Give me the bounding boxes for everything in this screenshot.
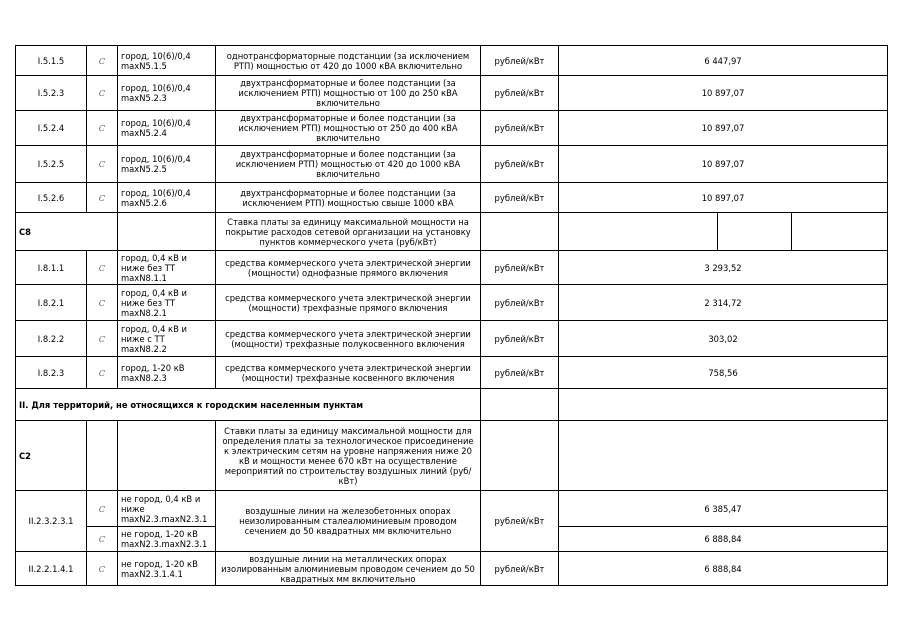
row-condition: город, 10(6)/0,4 maxN5.2.5 [118, 146, 216, 183]
row-value: 10 897,07 [559, 146, 888, 183]
region-title: II. Для территорий, не относящихся к городским населенным пунктам [16, 389, 481, 421]
row-value: 10 897,07 [559, 111, 888, 146]
row-unit: рублей/кВт [481, 111, 559, 146]
row-description: воздушные линии на металлических опорах изолированным алюминиевым проводом сечением до 50 квадратных мм включительно [216, 552, 481, 586]
row-description: двухтрансформаторные и более подстанции (за исключением РТП) мощностью от 420 до 1000 кВА включительно [216, 146, 481, 183]
section-row-c8 [16, 213, 888, 251]
table-row [16, 357, 888, 389]
row-value: 6 888,84 [559, 527, 888, 552]
section-label: С8 [16, 213, 118, 251]
row-code: II.2.2.1.4.1 [16, 552, 87, 586]
table-row [16, 183, 888, 213]
row-code: I.8.2.1 [16, 285, 87, 321]
row-unit: рублей/кВт [481, 552, 559, 586]
row-mark: C [87, 183, 118, 213]
row-code: I.5.2.4 [16, 111, 87, 146]
row-condition: город, 10(6)/0,4 maxN5.2.4 [118, 111, 216, 146]
row-code: I.8.2.3 [16, 357, 87, 389]
row-mark: C [87, 552, 118, 586]
row-mark: C [87, 146, 118, 183]
region-row [16, 389, 888, 421]
row-unit: рублей/кВт [481, 146, 559, 183]
row-value: 10 897,07 [559, 183, 888, 213]
row-description: средства коммерческого учета электрической энергии (мощности) трехфазные полукосвенного включения [216, 321, 481, 357]
row-value: 2 314,72 [559, 285, 888, 321]
row-mark: C [87, 321, 118, 357]
row-code: I.5.2.5 [16, 146, 87, 183]
row-mark: C [87, 46, 118, 76]
tariff-table [15, 45, 888, 586]
row-unit: рублей/кВт [481, 491, 559, 552]
row-value: 10 897,07 [559, 76, 888, 111]
row-code: I.5.2.3 [16, 76, 87, 111]
row-mark: C [87, 251, 118, 285]
row-value: 303,02 [559, 321, 888, 357]
row-value: 6 447,97 [559, 46, 888, 76]
row-mark: C [87, 111, 118, 146]
table-row [16, 111, 888, 146]
row-condition: город, 10(6)/0,4 maxN5.2.3 [118, 76, 216, 111]
section-label: С2 [16, 421, 87, 491]
table-row [16, 285, 888, 321]
row-condition: не город, 1-20 кВ maxN2.3.1.4.1 [118, 552, 216, 586]
row-unit: рублей/кВт [481, 76, 559, 111]
row-condition: город, 10(6)/0,4 maxN5.1.5 [118, 46, 216, 76]
row-description: однотрансформаторные подстанции (за исключением РТП) мощностью от 420 до 1000 кВА включительно [216, 46, 481, 76]
row-unit: рублей/кВт [481, 285, 559, 321]
table-row [16, 552, 888, 586]
row-description: средства коммерческого учета электрической энергии (мощности) однофазные прямого включения [216, 251, 481, 285]
row-mark: C [87, 527, 118, 552]
row-code: I.5.2.6 [16, 183, 87, 213]
row-description: средства коммерческого учета электрической энергии (мощности) трехфазные прямого включения [216, 285, 481, 321]
row-value: 6 888,84 [559, 552, 888, 586]
row-mark: C [87, 285, 118, 321]
row-description: двухтрансформаторные и более подстанции (за исключением РТП) мощностью от 100 до 250 кВА включительно [216, 76, 481, 111]
row-description: средства коммерческого учета электрической энергии (мощности) трехфазные косвенного включения [216, 357, 481, 389]
row-condition: не город, 0,4 кВ и ниже maxN2.3.maxN2.3.1 [118, 491, 216, 527]
section-description: Ставка платы за единицу максимальной мощности на покрытие расходов сетевой организации на установку пунктов коммерческого учета (руб/кВт) [216, 213, 481, 251]
row-mark: C [87, 357, 118, 389]
row-unit: рублей/кВт [481, 321, 559, 357]
section-row-c2 [16, 421, 888, 491]
row-unit: рублей/кВт [481, 183, 559, 213]
row-code: I.8.1.1 [16, 251, 87, 285]
row-condition: город, 0,4 кВ и ниже с ТТ maxN8.2.2 [118, 321, 216, 357]
row-mark: C [87, 76, 118, 111]
row-value: 758,56 [559, 357, 888, 389]
row-description: воздушные линии на железобетонных опорах неизолированным сталеалюминиевым проводом сечением до 50 квадратных мм включительно [216, 491, 481, 552]
row-condition: город, 1-20 кВ maxN8.2.3 [118, 357, 216, 389]
row-unit: рублей/кВт [481, 357, 559, 389]
table-row [16, 76, 888, 111]
table-row [16, 321, 888, 357]
table-row [16, 251, 888, 285]
row-code: II.2.3.2.3.1 [16, 491, 87, 552]
row-description: двухтрансформаторные и более подстанции (за исключением РТП) мощностью свыше 1000 кВА [216, 183, 481, 213]
row-condition: город, 0,4 кВ и ниже без ТТ maxN8.1.1 [118, 251, 216, 285]
row-condition: город, 10(6)/0,4 maxN5.2.6 [118, 183, 216, 213]
row-code: I.8.2.2 [16, 321, 87, 357]
row-unit: рублей/кВт [481, 46, 559, 76]
section-description: Ставки платы за единицу максимальной мощности для определения платы за технологическое присоединение к электрическим сетям на уровне напряжения ниже 20 кВ и мощности менее 670 кВт на осуществление мероприятий по строительству воздушных линий (руб/кВт) [216, 421, 481, 491]
table-row [16, 46, 888, 76]
row-mark: C [87, 491, 118, 527]
row-code: I.5.1.5 [16, 46, 87, 76]
row-value: 3 293,52 [559, 251, 888, 285]
row-description: двухтрансформаторные и более подстанции (за исключением РТП) мощностью от 250 до 400 кВА включительно [216, 111, 481, 146]
table-row [16, 146, 888, 183]
row-unit: рублей/кВт [481, 251, 559, 285]
table-row [16, 491, 888, 527]
row-condition: не город, 1-20 кВ maxN2.3.maxN2.3.1 [118, 527, 216, 552]
row-value: 6 385,47 [559, 491, 888, 527]
row-condition: город, 0,4 кВ и ниже без ТТ maxN8.2.1 [118, 285, 216, 321]
